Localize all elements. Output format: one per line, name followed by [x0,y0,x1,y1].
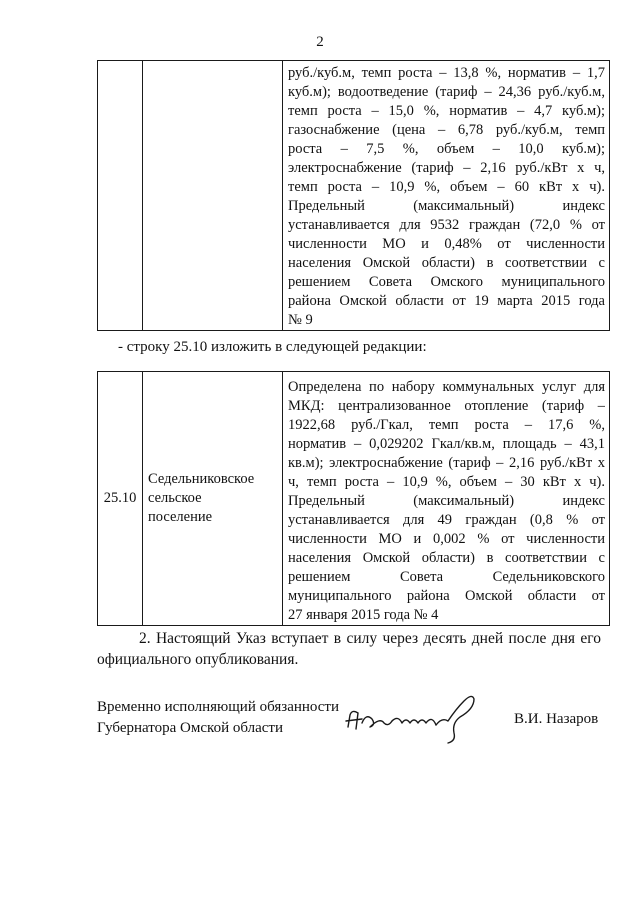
description-line: руб./куб.м, темп роста – 13,8 %, норматив – 1,7 [288,65,605,81]
signatory-title-line: Временно исполняющий обязанности [97,699,340,715]
handwritten-signature [336,687,496,747]
row-number-cell: 25.10 [98,372,143,626]
description-line: численности МО и 0,48% от численности [288,236,605,252]
description-text [283,372,609,625]
description-line: Предельный (максимальный) индекс [288,198,605,214]
signatory-title [97,697,339,739]
signatory-title-line: Губернатора Омской области [97,720,283,736]
row-number-cell [98,61,143,331]
description-line: роста – 7,5 %, объем – 10,0 куб.м); [288,141,605,157]
table-row [98,372,610,626]
description-line: муниципального района Омской области от [288,588,605,604]
settlement-name-line: поселение [148,509,213,525]
settlement-name-cell [143,372,283,626]
description-line: Определена по набору коммунальных услуг для [288,379,605,395]
signatory-name: В.И. Назаров [514,711,599,727]
description-line: норматив – 0,029202 Гкал/кв.м, площадь – 43,1 [288,436,605,452]
description-line: решением Совета Омского муниципального [288,274,605,290]
table-continuation [97,60,610,331]
paragraph-line: официального опубликования. [97,651,299,668]
description-line: куб.м); водоотведение (тариф – 24,36 руб./куб.м, [288,84,605,100]
description-line: устанавливается для 49 граждан (0,8 % от [288,512,605,528]
description-line: населения Омской области) в соответствии с [288,550,605,566]
settlement-name-line: Седельниковское [148,471,255,487]
description-line: электроснабжение (тариф – 2,16 руб./кВт х ч, [288,160,605,176]
description-line: темп роста – 15,0 %, норматив – 4,7 куб.м); [288,103,605,119]
description-cell [283,372,610,626]
description-line: ч, темп роста – 10,9 %, объем – 30 кВт х ч). [288,474,605,490]
description-line: МКД: централизованное отопление (тариф – [288,398,605,414]
description-text [283,61,609,330]
settlement-name-cell [143,61,283,331]
paragraph-line: 2. Настоящий Указ вступает в силу через десять дней после дня его [139,630,601,647]
description-line: № 9 [288,312,313,328]
table-row-25-10 [97,371,610,626]
instruction-text: - строку 25.10 изложить в следующей редакции: [118,339,427,355]
description-line: решением Совета Седельниковского [288,569,605,585]
description-line: района Омской области от 19 марта 2015 года [288,293,605,309]
description-line: 27 января 2015 года № 4 [288,607,439,623]
description-line: 1922,68 руб./Гкал, темп роста – 17,6 %, [288,417,605,433]
description-line: кв.м); электроснабжение (тариф – 2,16 руб./кВт х [288,455,605,471]
description-line: газоснабжение (цена – 6,78 руб./куб.м, темп [288,122,605,138]
page-number: 2 [316,34,324,50]
description-line: населения Омской области) в соответствии с [288,255,605,271]
description-cell [283,61,610,331]
table-row [98,61,610,331]
settlement-name-line: сельское [148,490,202,506]
description-line: темп роста – 10,9 %, объем – 60 кВт х ч). [288,179,605,195]
description-line: Предельный (максимальный) индекс [288,493,605,509]
description-line: устанавливается для 9532 граждан (72,0 % от [288,217,605,233]
decree-paragraph [97,628,601,670]
description-line: численности МО и 0,002 % от численности [288,531,605,547]
